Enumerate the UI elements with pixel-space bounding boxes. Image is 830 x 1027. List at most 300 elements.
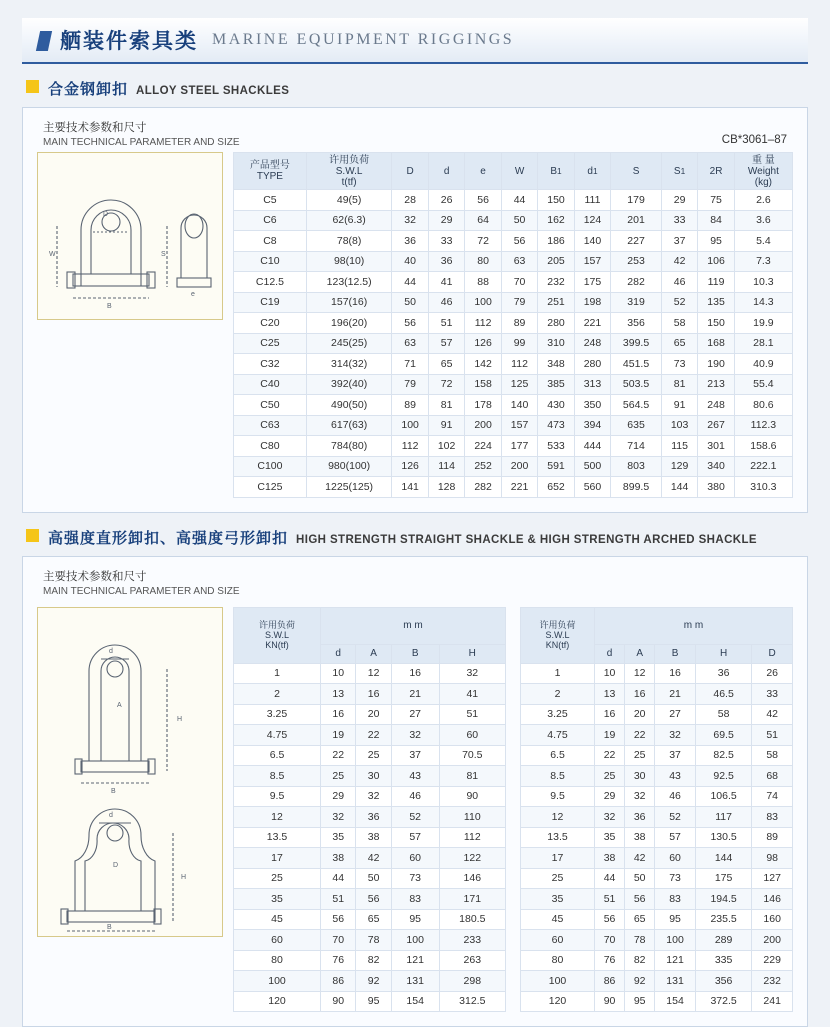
table-cell: 130.5	[695, 827, 751, 848]
table-header-row	[234, 153, 793, 190]
page-banner	[22, 18, 808, 64]
table-cell: 84	[698, 210, 734, 231]
table-row	[234, 251, 793, 272]
table-cell: 126	[465, 333, 501, 354]
arched-shackle-table-wrap	[520, 607, 793, 1013]
right-subcol-D: D	[752, 644, 793, 663]
col-header-6: B1	[538, 153, 574, 190]
table-cell: 36	[625, 807, 655, 828]
table-cell: 27	[391, 704, 439, 725]
svg-text:A: A	[117, 702, 122, 709]
section-title-alloy-steel-shackles	[26, 78, 808, 99]
left-subcol-d: d	[321, 644, 356, 663]
col-header-9: S1	[661, 153, 697, 190]
table-cell: 42	[661, 251, 697, 272]
table-cell: 25	[356, 745, 391, 766]
table-cell: 17	[521, 848, 595, 869]
table-cell: 19	[595, 725, 625, 746]
table-cell: 29	[661, 190, 697, 211]
table-cell: 102	[428, 436, 464, 457]
arched-shackle-table	[520, 607, 793, 1013]
table-cell: 32	[356, 786, 391, 807]
table-row	[234, 354, 793, 375]
table-cell: 652	[538, 477, 574, 498]
table-cell: 144	[695, 848, 751, 869]
table-cell: 100	[391, 930, 439, 951]
table-cell: 65	[661, 333, 697, 354]
col-header-4: e	[465, 153, 501, 190]
table-cell: 29	[428, 210, 464, 231]
section1-panel	[22, 107, 808, 513]
table-cell: 13	[321, 684, 356, 705]
table-cell: 313	[574, 374, 610, 395]
section2-title-en: HIGH STRENGTH STRAIGHT SHACKLE & HIGH STRENGTH ARCHED SHACKLE	[296, 534, 757, 546]
table-cell: 80	[234, 950, 321, 971]
table-cell: 32	[595, 807, 625, 828]
table-cell: 51	[428, 313, 464, 334]
table-cell: 451.5	[611, 354, 662, 375]
table-cell: C19	[234, 292, 307, 313]
table-cell: 150	[698, 313, 734, 334]
table-cell: 114	[428, 456, 464, 477]
table-cell: 380	[698, 477, 734, 498]
table-cell: 131	[391, 971, 439, 992]
section1-title-cn: 合金钢卸扣	[48, 78, 128, 99]
table-cell: 72	[428, 374, 464, 395]
table-cell: 19	[321, 725, 356, 746]
table-cell: C25	[234, 333, 307, 354]
table-cell: 13	[595, 684, 625, 705]
table-cell: 95	[356, 991, 391, 1012]
table-cell: 65	[356, 909, 391, 930]
table-cell: 89	[392, 395, 428, 416]
table-cell: 617(63)	[306, 415, 392, 436]
table-cell: 80.6	[734, 395, 792, 416]
table-cell: 25	[521, 868, 595, 889]
table-cell: 42	[752, 704, 793, 725]
table-cell: 385	[538, 374, 574, 395]
table-cell: 112	[465, 313, 501, 334]
table-row	[521, 868, 793, 889]
table-cell: 38	[625, 827, 655, 848]
table-cell: 32	[439, 663, 505, 684]
table-cell: 154	[391, 991, 439, 1012]
svg-text:W: W	[49, 251, 56, 258]
table-cell: 20	[625, 704, 655, 725]
table-cell: 42	[356, 848, 391, 869]
table-cell: 76	[595, 950, 625, 971]
alloy-steel-shackle-table-wrap	[233, 152, 793, 498]
table-row	[521, 930, 793, 951]
table-cell: 224	[465, 436, 501, 457]
table-cell: C80	[234, 436, 307, 457]
table-cell: 312.5	[439, 991, 505, 1012]
table-row	[234, 436, 793, 457]
table-cell: 13.5	[521, 827, 595, 848]
svg-text:B: B	[111, 788, 116, 795]
col-header-3: d	[428, 153, 464, 190]
table-cell: 36	[428, 251, 464, 272]
svg-text:H: H	[181, 874, 186, 881]
table-cell: 41	[428, 272, 464, 293]
table-cell: 46.5	[695, 684, 751, 705]
svg-text:d: d	[109, 812, 113, 819]
table-cell: 4.75	[521, 725, 595, 746]
table-cell: 126	[392, 456, 428, 477]
left-subcol-B: B	[391, 644, 439, 663]
table-cell: 46	[428, 292, 464, 313]
table-cell: 29	[321, 786, 356, 807]
table-row	[234, 663, 506, 684]
table-cell: 80	[465, 251, 501, 272]
table-cell: 26	[752, 663, 793, 684]
table-cell: 13.5	[234, 827, 321, 848]
table-cell: 222.1	[734, 456, 792, 477]
shackle-diagram-svg-2	[41, 611, 219, 933]
table-cell: 16	[595, 704, 625, 725]
table-cell: 310.3	[734, 477, 792, 498]
table-row	[521, 684, 793, 705]
table-cell: 78(8)	[306, 231, 392, 252]
col-header-7: d1	[574, 153, 610, 190]
banner-title-cn: 舾装件索具类	[60, 25, 198, 55]
square-marker-icon-2	[26, 529, 39, 542]
table-cell: 372.5	[695, 991, 751, 1012]
table-cell: 51	[595, 889, 625, 910]
table-cell: 430	[538, 395, 574, 416]
table-row	[521, 950, 793, 971]
table-cell: 399.5	[611, 333, 662, 354]
table-row	[234, 807, 506, 828]
table-cell: 65	[625, 909, 655, 930]
table-cell: 74	[752, 786, 793, 807]
table-cell: 45	[521, 909, 595, 930]
table-cell: 119	[698, 272, 734, 293]
table-cell: 121	[391, 950, 439, 971]
table-cell: 17	[234, 848, 321, 869]
svg-text:D: D	[103, 211, 108, 218]
table-cell: 50	[392, 292, 428, 313]
table-cell: 340	[698, 456, 734, 477]
section2-title-cn: 高强度直形卸扣、高强度弓形卸扣	[48, 527, 288, 548]
table-cell: 60	[234, 930, 321, 951]
table-cell: 9.5	[234, 786, 321, 807]
table-cell: 124	[574, 210, 610, 231]
table-cell: 106.5	[695, 786, 751, 807]
table-row	[234, 848, 506, 869]
table-cell: 179	[611, 190, 662, 211]
table-cell: C63	[234, 415, 307, 436]
col-header-5: W	[501, 153, 537, 190]
banner-title-en: MARINE EQUIPMENT RIGGINGS	[212, 31, 514, 49]
table-cell: 141	[392, 477, 428, 498]
table-cell: 157(16)	[306, 292, 392, 313]
table-cell: 252	[465, 456, 501, 477]
table-cell: 980(100)	[306, 456, 392, 477]
table-row	[234, 456, 793, 477]
table-cell: 348	[538, 354, 574, 375]
section2-sub-cn: 主要技术参数和尺寸	[43, 569, 793, 585]
table-cell: 100	[521, 971, 595, 992]
table-row	[521, 848, 793, 869]
table-cell: 71	[392, 354, 428, 375]
table-cell: 392(40)	[306, 374, 392, 395]
table-cell: 73	[655, 868, 696, 889]
table-row	[234, 292, 793, 313]
table-cell: 44	[595, 868, 625, 889]
table-cell: 51	[439, 704, 505, 725]
table-row	[521, 766, 793, 787]
table-cell: 127	[752, 868, 793, 889]
table-cell: 267	[698, 415, 734, 436]
table-cell: C12.5	[234, 272, 307, 293]
table-cell: 30	[356, 766, 391, 787]
table-row	[234, 395, 793, 416]
table-cell: 140	[501, 395, 537, 416]
mm-header-right: m m	[595, 607, 793, 644]
table-cell: 72	[465, 231, 501, 252]
table-cell: 52	[655, 807, 696, 828]
table-cell: 8.5	[521, 766, 595, 787]
svg-text:D: D	[113, 862, 118, 869]
table-cell: 60	[439, 725, 505, 746]
section-title-high-strength-shackles	[26, 527, 808, 548]
table-cell: 36	[695, 663, 751, 684]
table-cell: 40	[392, 251, 428, 272]
table-row	[234, 210, 793, 231]
table-cell: 3.25	[234, 704, 321, 725]
table-row	[234, 868, 506, 889]
table-cell: C100	[234, 456, 307, 477]
table-cell: 38	[321, 848, 356, 869]
table-cell: 90	[321, 991, 356, 1012]
table-cell: 83	[752, 807, 793, 828]
table-cell: 131	[655, 971, 696, 992]
svg-text:S: S	[161, 251, 166, 258]
table-cell: 56	[392, 313, 428, 334]
table-cell: C125	[234, 477, 307, 498]
shackle-diagram-svg	[41, 156, 219, 316]
table-row	[234, 684, 506, 705]
table-cell: 75	[698, 190, 734, 211]
right-subcol-H: H	[695, 644, 751, 663]
table-cell: 50	[501, 210, 537, 231]
table-cell: 350	[574, 395, 610, 416]
table-cell: 12	[234, 807, 321, 828]
table-cell: 43	[391, 766, 439, 787]
table-cell: 62(6.3)	[306, 210, 392, 231]
table-cell: 158.6	[734, 436, 792, 457]
table-cell: 241	[752, 991, 793, 1012]
table-cell: 394	[574, 415, 610, 436]
table-cell: 129	[661, 456, 697, 477]
table-cell: 22	[356, 725, 391, 746]
table-cell: 444	[574, 436, 610, 457]
table-cell: 98(10)	[306, 251, 392, 272]
table-row	[234, 950, 506, 971]
swl-header-left: 许用负荷 S.W.L KN(tf)	[234, 607, 321, 663]
table-cell: 92	[356, 971, 391, 992]
table-cell: 121	[655, 950, 696, 971]
table-cell: C32	[234, 354, 307, 375]
table-cell: 95	[698, 231, 734, 252]
table-cell: 99	[501, 333, 537, 354]
table-row	[521, 909, 793, 930]
table-cell: 51	[321, 889, 356, 910]
table-cell: 12	[356, 663, 391, 684]
table-cell: 52	[661, 292, 697, 313]
table-cell: 64	[465, 210, 501, 231]
table-row	[234, 991, 506, 1012]
table-cell: 88	[465, 272, 501, 293]
table-cell: 95	[625, 991, 655, 1012]
table-cell: 65	[428, 354, 464, 375]
table-cell: 533	[538, 436, 574, 457]
table-cell: 16	[321, 704, 356, 725]
table-row	[234, 704, 506, 725]
table-cell: 150	[538, 190, 574, 211]
svg-text:H: H	[177, 716, 182, 723]
table-cell: 12	[625, 663, 655, 684]
table-cell: 175	[574, 272, 610, 293]
table-cell: 35	[321, 827, 356, 848]
table-row	[521, 827, 793, 848]
table-cell: 22	[595, 745, 625, 766]
table-cell: 16	[655, 663, 696, 684]
section1-title-en: ALLOY STEEL SHACKLES	[136, 85, 289, 97]
table-cell: 36	[356, 807, 391, 828]
table-cell: 36	[392, 231, 428, 252]
table-cell: 2	[521, 684, 595, 705]
table-cell: 25	[625, 745, 655, 766]
table-cell: 92	[625, 971, 655, 992]
table-cell: 123(12.5)	[306, 272, 392, 293]
table-cell: 314(32)	[306, 354, 392, 375]
table-cell: 289	[695, 930, 751, 951]
table-cell: 12	[521, 807, 595, 828]
table-cell: 33	[428, 231, 464, 252]
table-cell: 335	[695, 950, 751, 971]
table-cell: 32	[392, 210, 428, 231]
table-cell: 81	[661, 374, 697, 395]
table-cell: 140	[574, 231, 610, 252]
table-cell: 89	[752, 827, 793, 848]
table-cell: 282	[465, 477, 501, 498]
table-cell: 60	[655, 848, 696, 869]
table-cell: 194.5	[695, 889, 751, 910]
table-cell: 29	[595, 786, 625, 807]
svg-text:B: B	[107, 924, 112, 931]
square-marker-icon	[26, 80, 39, 93]
section2-sub-en: MAIN TECHNICAL PARAMETER AND SIZE	[43, 585, 793, 599]
table-cell: 157	[574, 251, 610, 272]
table-cell: 14.3	[734, 292, 792, 313]
table-cell: 7.3	[734, 251, 792, 272]
table-cell: 26	[428, 190, 464, 211]
section2-subhead	[43, 569, 793, 599]
table-cell: 70	[321, 930, 356, 951]
table-row	[234, 313, 793, 334]
table-row	[234, 930, 506, 951]
table-cell: 19.9	[734, 313, 792, 334]
table-cell: 70	[595, 930, 625, 951]
table-cell: 356	[611, 313, 662, 334]
table-cell: 120	[234, 991, 321, 1012]
table-cell: 168	[698, 333, 734, 354]
table-cell: 25	[234, 868, 321, 889]
table-row	[234, 190, 793, 211]
col-header-2: D	[392, 153, 428, 190]
table-cell: 82	[625, 950, 655, 971]
table-cell: 310	[538, 333, 574, 354]
table-cell: 117	[695, 807, 751, 828]
section2-panel	[22, 556, 808, 1027]
table-row	[234, 889, 506, 910]
table-cell: 190	[698, 354, 734, 375]
table-cell: 35	[595, 827, 625, 848]
table-cell: 32	[321, 807, 356, 828]
table-cell: 25	[595, 766, 625, 787]
table-cell: 32	[655, 725, 696, 746]
table-row	[234, 477, 793, 498]
table-cell: 10.3	[734, 272, 792, 293]
table-cell: 10	[595, 663, 625, 684]
table-row	[234, 786, 506, 807]
table-cell: C50	[234, 395, 307, 416]
table-cell: 8.5	[234, 766, 321, 787]
table-cell: 186	[538, 231, 574, 252]
table-cell: 162	[538, 210, 574, 231]
table-cell: 16	[625, 684, 655, 705]
table-cell: 91	[428, 415, 464, 436]
table-cell: 20	[356, 704, 391, 725]
table-cell: 79	[392, 374, 428, 395]
table-cell: 175	[695, 868, 751, 889]
table-cell: 30	[625, 766, 655, 787]
table-cell: 55.4	[734, 374, 792, 395]
table-row	[234, 971, 506, 992]
alloy-steel-shackle-drawing	[37, 152, 223, 320]
table-cell: 560	[574, 477, 610, 498]
table-cell: 40.9	[734, 354, 792, 375]
table-cell: 1	[521, 663, 595, 684]
table-cell: 41	[439, 684, 505, 705]
table-cell: 103	[661, 415, 697, 436]
table-cell: 213	[698, 374, 734, 395]
table-cell: 100	[655, 930, 696, 951]
table-cell: 200	[752, 930, 793, 951]
table-cell: 10	[321, 663, 356, 684]
table-cell: 81	[439, 766, 505, 787]
table-cell: 76	[321, 950, 356, 971]
table-cell: 92.5	[695, 766, 751, 787]
table-cell: 82	[356, 950, 391, 971]
table-cell: 46	[655, 786, 696, 807]
high-strength-shackles-drawing	[37, 607, 223, 937]
col-header-8: S	[611, 153, 662, 190]
table-cell: 232	[538, 272, 574, 293]
table-cell: 356	[695, 971, 751, 992]
table-cell: 95	[655, 909, 696, 930]
col-header-1: 许用负荷 S.W.L t(tf)	[306, 153, 392, 190]
table-cell: 229	[752, 950, 793, 971]
table-cell: 6.5	[234, 745, 321, 766]
table-cell: 68	[752, 766, 793, 787]
table-cell: 146	[752, 889, 793, 910]
table-cell: 157	[501, 415, 537, 436]
table-cell: 503.5	[611, 374, 662, 395]
table-cell: 80	[521, 950, 595, 971]
